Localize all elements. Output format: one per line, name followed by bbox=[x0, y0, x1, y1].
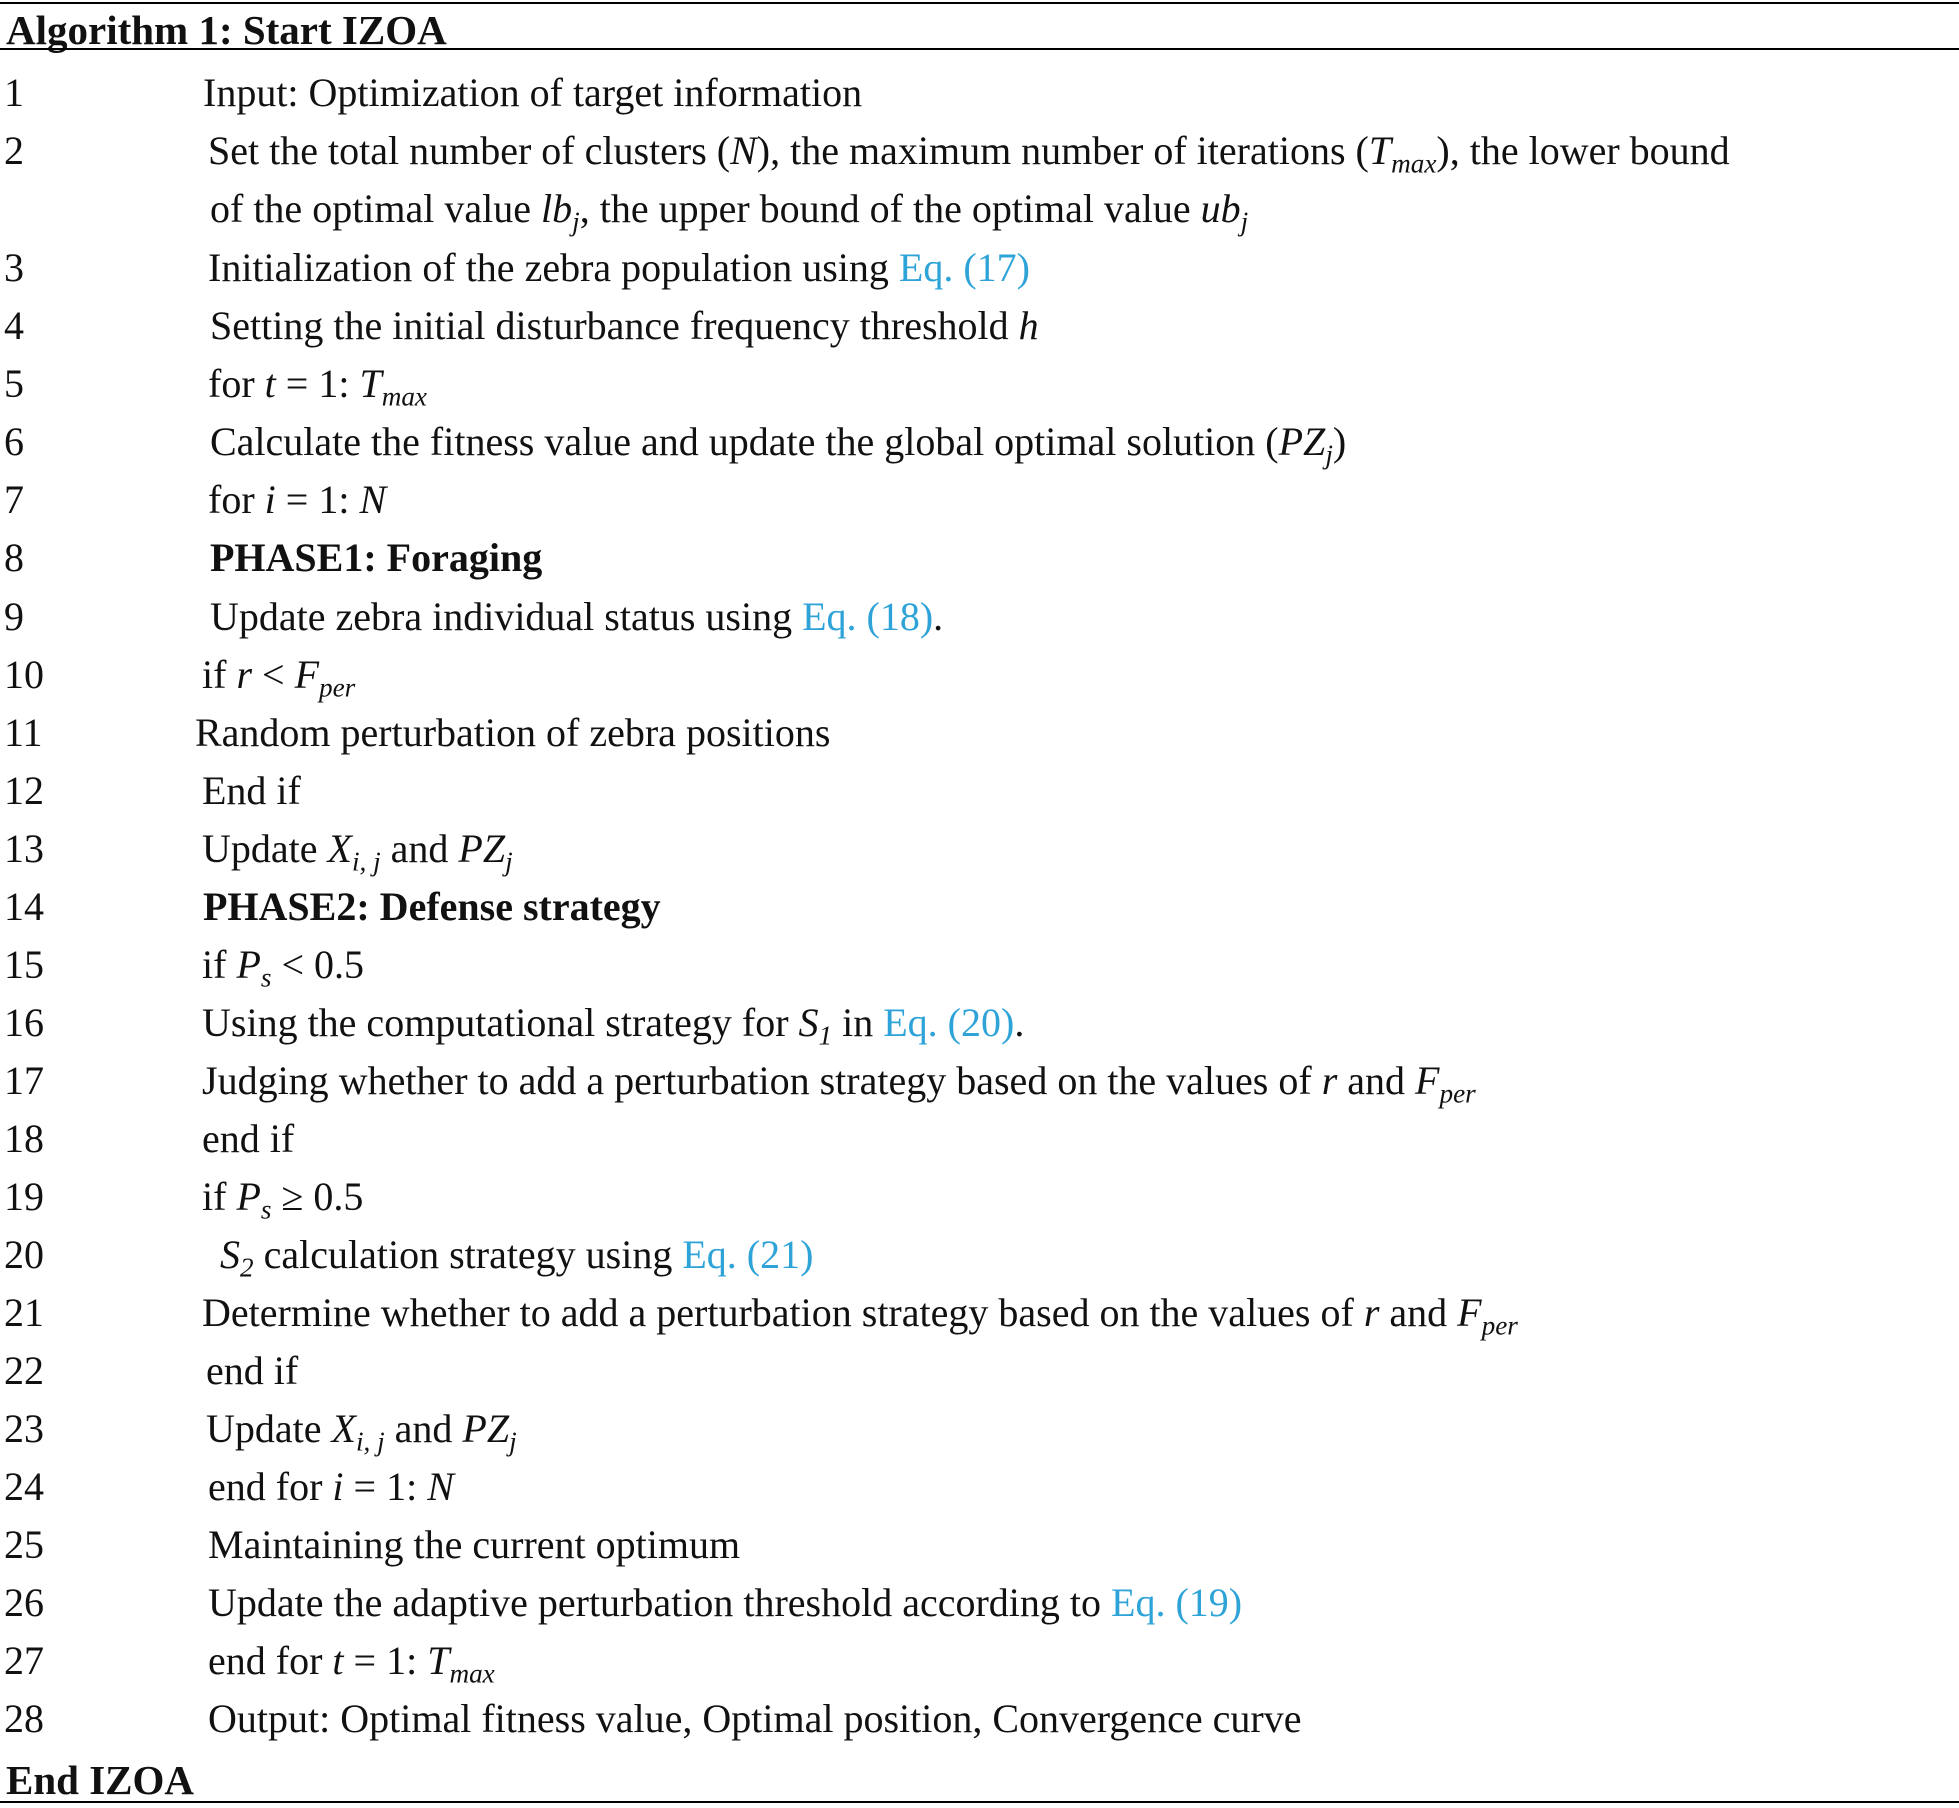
line-text bbox=[208, 1632, 495, 1690]
text-segment: . bbox=[1014, 1000, 1025, 1045]
text-segment: ), the maximum number of iterations ( bbox=[756, 128, 1369, 173]
math-symbol: X bbox=[331, 1406, 356, 1451]
line-number: 21 bbox=[4, 1290, 44, 1335]
text-segment: = 1: bbox=[275, 477, 360, 522]
line-number: 11 bbox=[4, 710, 43, 755]
line-text bbox=[202, 762, 301, 820]
line-number: 16 bbox=[4, 1000, 44, 1045]
line-number: 15 bbox=[4, 942, 44, 987]
end-label: End IZOA bbox=[6, 1757, 195, 1803]
line-text bbox=[208, 122, 1730, 180]
line-text bbox=[202, 1052, 1476, 1110]
line-number: 2 bbox=[4, 128, 24, 173]
text-segment: < bbox=[252, 652, 295, 697]
subscript: s bbox=[260, 962, 272, 993]
text-segment: = 1: bbox=[343, 1464, 428, 1509]
text-segment: Calculate the fitness value and update the global optimal solution ( bbox=[210, 419, 1279, 464]
line-number: 7 bbox=[4, 477, 24, 522]
text-segment: Set the total number of clusters ( bbox=[208, 128, 731, 173]
text-segment: Determine whether to add a perturbation strategy based on the values of bbox=[202, 1290, 1364, 1335]
line-text bbox=[208, 1574, 1242, 1632]
math-symbol: h bbox=[1018, 303, 1039, 348]
text-segment: end for bbox=[208, 1464, 333, 1509]
text-segment: of the optimal value bbox=[210, 186, 542, 231]
subscript: 2 bbox=[240, 1252, 254, 1283]
text-segment: Update bbox=[202, 826, 328, 871]
phase-heading: PHASE1: Foraging bbox=[210, 535, 543, 580]
bottom-rule bbox=[0, 1801, 1959, 1803]
math-symbol: N bbox=[359, 477, 387, 522]
subscript: max bbox=[381, 381, 427, 412]
subscript: j bbox=[505, 846, 513, 877]
line-text bbox=[203, 64, 862, 122]
subscript: s bbox=[260, 1194, 272, 1225]
text-segment: if bbox=[202, 1174, 237, 1219]
line-number: 26 bbox=[4, 1580, 44, 1625]
line-text bbox=[203, 878, 661, 936]
text-segment: if bbox=[202, 652, 237, 697]
text-segment: . bbox=[933, 594, 944, 639]
text-segment: for bbox=[208, 361, 265, 406]
text-segment: and bbox=[1379, 1290, 1458, 1335]
text-segment: if bbox=[202, 942, 237, 987]
subscript: j bbox=[1240, 206, 1249, 237]
line-text bbox=[208, 355, 427, 413]
subscript: per bbox=[319, 672, 356, 703]
line-text bbox=[202, 936, 364, 994]
text-segment: Input: Optimization of target information bbox=[203, 70, 863, 115]
math-symbol: P bbox=[236, 1174, 261, 1219]
line-text bbox=[208, 1458, 454, 1516]
math-symbol: t bbox=[332, 1638, 344, 1683]
subscript: max bbox=[449, 1658, 495, 1689]
math-symbol: T bbox=[427, 1638, 450, 1683]
math-symbol: F bbox=[1415, 1058, 1440, 1103]
math-symbol: r bbox=[1363, 1290, 1380, 1335]
math-symbol: r bbox=[236, 652, 253, 697]
text-segment: = 1: bbox=[275, 361, 360, 406]
line-number: 5 bbox=[4, 361, 24, 406]
text-segment: Judging whether to add a perturbation strategy based on the values of bbox=[202, 1058, 1322, 1103]
line-number: 1 bbox=[4, 70, 24, 115]
line-text bbox=[202, 646, 355, 704]
line-number: 22 bbox=[4, 1348, 44, 1393]
line-text bbox=[210, 297, 1039, 355]
line-number: 8 bbox=[4, 535, 24, 580]
text-segment: end for bbox=[208, 1638, 333, 1683]
equation-link[interactable]: Eq. (17) bbox=[898, 245, 1030, 290]
text-segment: end if bbox=[206, 1348, 299, 1393]
subscript: per bbox=[1481, 1310, 1518, 1341]
math-symbol: t bbox=[264, 361, 276, 406]
text-segment: ), the lower bound bbox=[1436, 128, 1730, 173]
line-text bbox=[220, 1226, 813, 1284]
line-number: 19 bbox=[4, 1174, 44, 1219]
line-text bbox=[195, 704, 830, 762]
math-symbol: i bbox=[332, 1464, 344, 1509]
line-number: 14 bbox=[4, 884, 44, 929]
text-segment: < 0.5 bbox=[271, 942, 365, 987]
math-symbol: PZ bbox=[462, 1406, 510, 1451]
text-segment: calculation strategy using bbox=[253, 1232, 683, 1277]
line-number: 24 bbox=[4, 1464, 44, 1509]
line-text bbox=[206, 1400, 517, 1458]
phase-heading: PHASE2: Defense strategy bbox=[203, 884, 661, 929]
text-segment: Update the adaptive perturbation threshold according to bbox=[208, 1580, 1112, 1625]
text-segment: end if bbox=[202, 1116, 295, 1161]
line-text bbox=[202, 1168, 363, 1226]
math-symbol: S bbox=[220, 1232, 240, 1277]
line-number: 10 bbox=[4, 652, 44, 697]
line-text bbox=[202, 1110, 294, 1168]
text-segment: and bbox=[380, 826, 459, 871]
subscript: j bbox=[509, 1426, 517, 1457]
line-number: 28 bbox=[4, 1696, 44, 1741]
math-symbol: PZ bbox=[458, 826, 506, 871]
text-segment: Maintaining the current optimum bbox=[208, 1522, 741, 1567]
line-text bbox=[202, 994, 1024, 1052]
subscript: i, j bbox=[351, 846, 381, 877]
line-text bbox=[206, 1342, 298, 1400]
line-number: 20 bbox=[4, 1232, 44, 1277]
text-segment: Update zebra individual status using bbox=[210, 594, 803, 639]
math-symbol: F bbox=[1457, 1290, 1482, 1335]
line-number: 4 bbox=[4, 303, 24, 348]
equation-link[interactable]: Eq. (20) bbox=[883, 1000, 1015, 1045]
line-text bbox=[202, 1284, 1518, 1342]
math-symbol: P bbox=[236, 942, 261, 987]
text-segment: ≥ 0.5 bbox=[271, 1174, 364, 1219]
text-segment: ) bbox=[1332, 419, 1347, 464]
text-segment: and bbox=[384, 1406, 463, 1451]
text-segment: End if bbox=[202, 768, 301, 813]
line-number: 17 bbox=[4, 1058, 44, 1103]
math-symbol: X bbox=[327, 826, 352, 871]
math-symbol: r bbox=[1321, 1058, 1338, 1103]
equation-link[interactable]: Eq. (18) bbox=[802, 594, 934, 639]
subscript: max bbox=[1391, 148, 1437, 179]
line-number: 12 bbox=[4, 768, 44, 813]
subscript: j bbox=[572, 206, 580, 237]
math-symbol: F bbox=[294, 652, 320, 697]
line-number: 9 bbox=[4, 594, 24, 639]
math-symbol: PZ bbox=[1278, 419, 1326, 464]
math-symbol: S bbox=[798, 1000, 819, 1045]
subscript: j bbox=[1325, 439, 1333, 470]
header-rule bbox=[0, 48, 1959, 50]
math-symbol: T bbox=[359, 361, 382, 406]
text-segment: Update bbox=[206, 1406, 332, 1451]
text-segment: Random perturbation of zebra positions bbox=[195, 710, 831, 755]
equation-link[interactable]: Eq. (19) bbox=[1111, 1580, 1243, 1625]
line-number: 23 bbox=[4, 1406, 44, 1451]
line-text bbox=[208, 471, 386, 529]
line-text bbox=[210, 413, 1346, 471]
line-text bbox=[210, 529, 542, 587]
subscript: i, j bbox=[355, 1426, 385, 1457]
math-symbol: lb bbox=[541, 186, 573, 231]
text-segment: for bbox=[208, 477, 265, 522]
math-symbol: N bbox=[730, 128, 757, 173]
line-text bbox=[210, 588, 943, 646]
line-number: 25 bbox=[4, 1522, 44, 1567]
line-text bbox=[210, 180, 1248, 238]
line-text bbox=[208, 1516, 740, 1574]
equation-link[interactable]: Eq. (21) bbox=[682, 1232, 814, 1277]
line-number: 3 bbox=[4, 245, 24, 290]
line-text bbox=[208, 239, 1030, 297]
text-segment: Setting the initial disturbance frequency threshold bbox=[210, 303, 1019, 348]
text-segment: Initialization of the zebra population using bbox=[208, 245, 899, 290]
line-number: 18 bbox=[4, 1116, 44, 1161]
math-symbol: N bbox=[427, 1464, 454, 1509]
math-symbol: T bbox=[1368, 128, 1392, 173]
line-number: 13 bbox=[4, 826, 44, 871]
subscript: 1 bbox=[818, 1020, 833, 1051]
line-text bbox=[202, 820, 513, 878]
algorithm-title: Algorithm 1: Start IZOA bbox=[6, 7, 447, 53]
text-segment: , the upper bound of the optimal value bbox=[579, 186, 1201, 231]
text-segment: and bbox=[1337, 1058, 1416, 1103]
text-segment: Output: Optimal fitness value, Optimal position, Convergence curve bbox=[208, 1696, 1302, 1741]
math-symbol: i bbox=[264, 477, 276, 522]
text-segment: = 1: bbox=[343, 1638, 428, 1683]
text-segment: in bbox=[832, 1000, 884, 1045]
line-number: 6 bbox=[4, 419, 24, 464]
line-text bbox=[208, 1690, 1302, 1748]
line-number: 27 bbox=[4, 1638, 44, 1683]
subscript: per bbox=[1439, 1078, 1476, 1109]
math-symbol: ub bbox=[1200, 186, 1241, 231]
text-segment: Using the computational strategy for bbox=[202, 1000, 799, 1045]
